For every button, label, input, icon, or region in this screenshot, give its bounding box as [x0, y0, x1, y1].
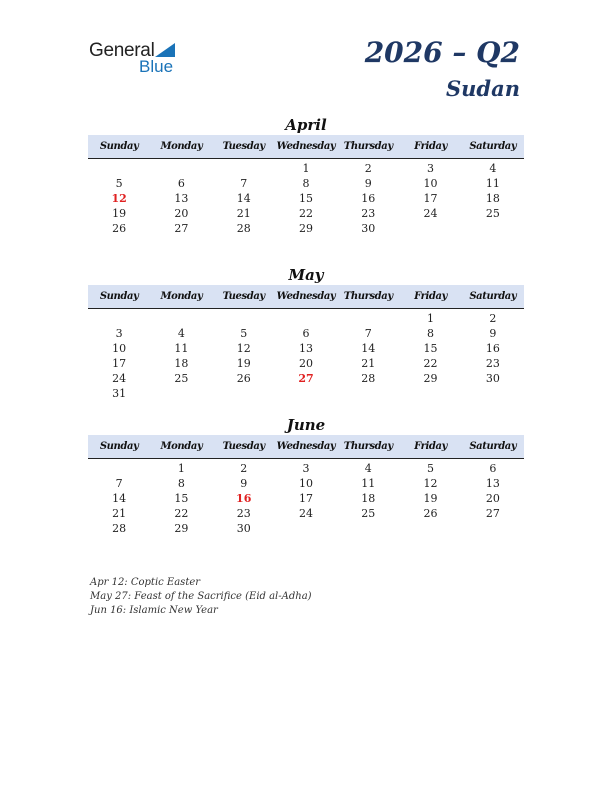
day-cell: 15 — [423, 342, 438, 355]
holiday-note: Jun 16: Islamic New Year — [90, 605, 218, 616]
day-cell: 28 — [236, 222, 251, 235]
day-cell: 23 — [236, 507, 251, 520]
day-cell: 14 — [236, 192, 251, 205]
holiday-day-cell: 27 — [298, 372, 314, 385]
day-cell: 6 — [489, 462, 497, 475]
holiday-notes — [90, 576, 312, 618]
day-cell: 18 — [485, 192, 500, 205]
day-cell: 28 — [361, 372, 376, 385]
day-cell: 3 — [302, 462, 310, 475]
day-cell — [88, 161, 150, 176]
holiday-day-cell: 16 — [236, 492, 252, 505]
day-cell: 18 — [174, 357, 189, 370]
day-cell — [399, 521, 461, 536]
day-cell: 1 — [427, 312, 435, 325]
day-cell: 8 — [302, 177, 310, 190]
day-cell: 7 — [240, 177, 248, 190]
day-cell: 24 — [423, 207, 438, 220]
weekday-label: Tuesday — [222, 291, 265, 302]
day-cell: 9 — [364, 177, 372, 190]
weekday-label: Sunday — [99, 441, 139, 452]
holiday-day-cell: 12 — [111, 192, 127, 205]
logo-blue-text: Blue — [139, 57, 174, 76]
month-name: June — [286, 416, 326, 434]
day-cell: 19 — [112, 207, 127, 220]
week-row — [88, 311, 524, 326]
day-cell: 27 — [485, 507, 500, 520]
day-cell: 23 — [361, 207, 376, 220]
month-block — [88, 415, 524, 536]
day-cell — [275, 521, 337, 536]
weekday-label: Saturday — [469, 291, 517, 302]
weekday-label: Sunday — [99, 291, 139, 302]
weekday-label: Wednesday — [276, 291, 336, 302]
day-cell: 2 — [489, 312, 497, 325]
day-cell: 13 — [298, 342, 313, 355]
day-cell: 4 — [489, 162, 497, 175]
day-cell: 15 — [298, 192, 313, 205]
day-cell: 6 — [177, 177, 185, 190]
day-cell: 21 — [112, 507, 127, 520]
day-cell: 22 — [298, 207, 313, 220]
weekday-label: Wednesday — [276, 141, 336, 152]
day-cell: 14 — [112, 492, 127, 505]
weekday-label: Friday — [414, 141, 447, 152]
day-cell: 8 — [177, 477, 185, 490]
weekday-label: Sunday — [99, 141, 139, 152]
holiday-note: May 27: Feast of the Sacrifice (Eid al-Adha) — [90, 591, 312, 602]
day-cell — [462, 521, 524, 536]
month-block — [88, 265, 524, 401]
day-cell: 21 — [361, 357, 376, 370]
day-cell: 14 — [361, 342, 376, 355]
day-cell: 5 — [240, 327, 248, 340]
day-cell: 25 — [361, 507, 376, 520]
day-cell: 1 — [302, 162, 310, 175]
holiday-note: Apr 12: Coptic Easter — [90, 577, 201, 588]
month-name: May — [288, 266, 324, 284]
day-cell: 30 — [361, 222, 376, 235]
day-cell: 16 — [485, 342, 500, 355]
weekday-header — [88, 435, 524, 459]
day-cell: 24 — [112, 372, 127, 385]
weekday-label: Saturday — [469, 441, 517, 452]
day-cell: 17 — [298, 492, 313, 505]
day-cell: 31 — [112, 387, 127, 400]
day-cell — [337, 311, 399, 326]
day-cell — [213, 161, 275, 176]
month-name: April — [285, 116, 327, 134]
day-cell: 25 — [174, 372, 189, 385]
day-cell: 7 — [364, 327, 372, 340]
day-cell: 11 — [485, 177, 500, 190]
day-cell: 3 — [115, 327, 123, 340]
week-row — [88, 176, 524, 191]
weekday-label: Tuesday — [222, 441, 265, 452]
logo — [89, 40, 189, 76]
day-cell — [399, 221, 461, 236]
day-cell: 22 — [423, 357, 438, 370]
day-cell — [337, 521, 399, 536]
week-row — [88, 521, 524, 536]
day-cell: 10 — [112, 342, 127, 355]
page-title: 2026 – Q2 — [364, 36, 520, 69]
day-cell — [275, 386, 337, 401]
month-block — [88, 115, 524, 236]
day-cell: 6 — [302, 327, 310, 340]
week-row — [88, 371, 524, 386]
week-row — [88, 341, 524, 356]
day-cell: 27 — [174, 222, 189, 235]
logo-general-text: General — [89, 40, 155, 61]
weekday-header — [88, 285, 524, 309]
day-cell: 20 — [485, 492, 500, 505]
day-cell: 12 — [236, 342, 251, 355]
day-cell: 10 — [298, 477, 313, 490]
day-cell: 28 — [112, 522, 127, 535]
day-cell — [213, 311, 275, 326]
day-cell: 5 — [427, 462, 435, 475]
day-cell — [462, 221, 524, 236]
day-cell: 2 — [240, 462, 248, 475]
day-cell: 5 — [115, 177, 123, 190]
day-cell: 24 — [298, 507, 313, 520]
logo-triangle-icon — [155, 43, 175, 57]
day-cell: 10 — [423, 177, 438, 190]
day-cell: 30 — [236, 522, 251, 535]
week-row — [88, 506, 524, 521]
weekday-label: Thursday — [343, 441, 393, 452]
weekday-label: Monday — [160, 141, 203, 152]
day-cell: 29 — [174, 522, 189, 535]
day-cell: 15 — [174, 492, 189, 505]
day-cell: 2 — [364, 162, 372, 175]
week-row — [88, 386, 524, 401]
day-cell: 20 — [298, 357, 313, 370]
day-cell: 26 — [423, 507, 438, 520]
week-row — [88, 221, 524, 236]
day-cell: 20 — [174, 207, 189, 220]
day-cell: 9 — [240, 477, 248, 490]
day-cell: 12 — [423, 477, 438, 490]
weekday-label: Friday — [414, 441, 447, 452]
day-cell — [213, 386, 275, 401]
day-cell — [399, 386, 461, 401]
weekday-label: Wednesday — [276, 441, 336, 452]
day-cell: 11 — [361, 477, 376, 490]
week-row — [88, 356, 524, 371]
weekday-label: Monday — [160, 441, 203, 452]
week-row — [88, 206, 524, 221]
day-cell: 4 — [177, 327, 185, 340]
day-cell — [150, 161, 212, 176]
day-cell: 4 — [364, 462, 372, 475]
day-cell: 26 — [112, 222, 127, 235]
day-cell: 25 — [485, 207, 500, 220]
day-cell: 1 — [177, 462, 185, 475]
day-cell: 8 — [427, 327, 435, 340]
day-cell: 22 — [174, 507, 189, 520]
day-cell: 18 — [361, 492, 376, 505]
weekday-header — [88, 135, 524, 159]
day-cell: 23 — [485, 357, 500, 370]
weekday-label: Thursday — [343, 291, 393, 302]
day-cell: 7 — [115, 477, 123, 490]
week-row — [88, 191, 524, 206]
day-cell: 29 — [423, 372, 438, 385]
day-cell — [462, 386, 524, 401]
weekday-label: Tuesday — [222, 141, 265, 152]
day-cell — [150, 311, 212, 326]
weekday-label: Thursday — [343, 141, 393, 152]
day-cell: 30 — [485, 372, 500, 385]
day-cell: 21 — [236, 207, 251, 220]
day-cell: 13 — [174, 192, 189, 205]
day-cell: 17 — [112, 357, 127, 370]
week-row — [88, 491, 524, 506]
day-cell — [88, 311, 150, 326]
day-cell: 9 — [489, 327, 497, 340]
weekday-label: Saturday — [469, 141, 517, 152]
day-cell: 17 — [423, 192, 438, 205]
page-subtitle: Sudan — [446, 76, 520, 101]
day-cell: 29 — [298, 222, 313, 235]
week-row — [88, 476, 524, 491]
weekday-label: Friday — [414, 291, 447, 302]
day-cell — [88, 461, 150, 476]
day-cell: 26 — [236, 372, 251, 385]
week-row — [88, 161, 524, 176]
day-cell: 13 — [485, 477, 500, 490]
day-cell — [337, 386, 399, 401]
week-row — [88, 326, 524, 341]
day-cell — [275, 311, 337, 326]
day-cell: 11 — [174, 342, 189, 355]
day-cell: 19 — [236, 357, 251, 370]
weekday-label: Monday — [160, 291, 203, 302]
day-cell: 16 — [361, 192, 376, 205]
week-row — [88, 461, 524, 476]
day-cell — [150, 386, 212, 401]
day-cell: 3 — [427, 162, 435, 175]
day-cell: 19 — [423, 492, 438, 505]
